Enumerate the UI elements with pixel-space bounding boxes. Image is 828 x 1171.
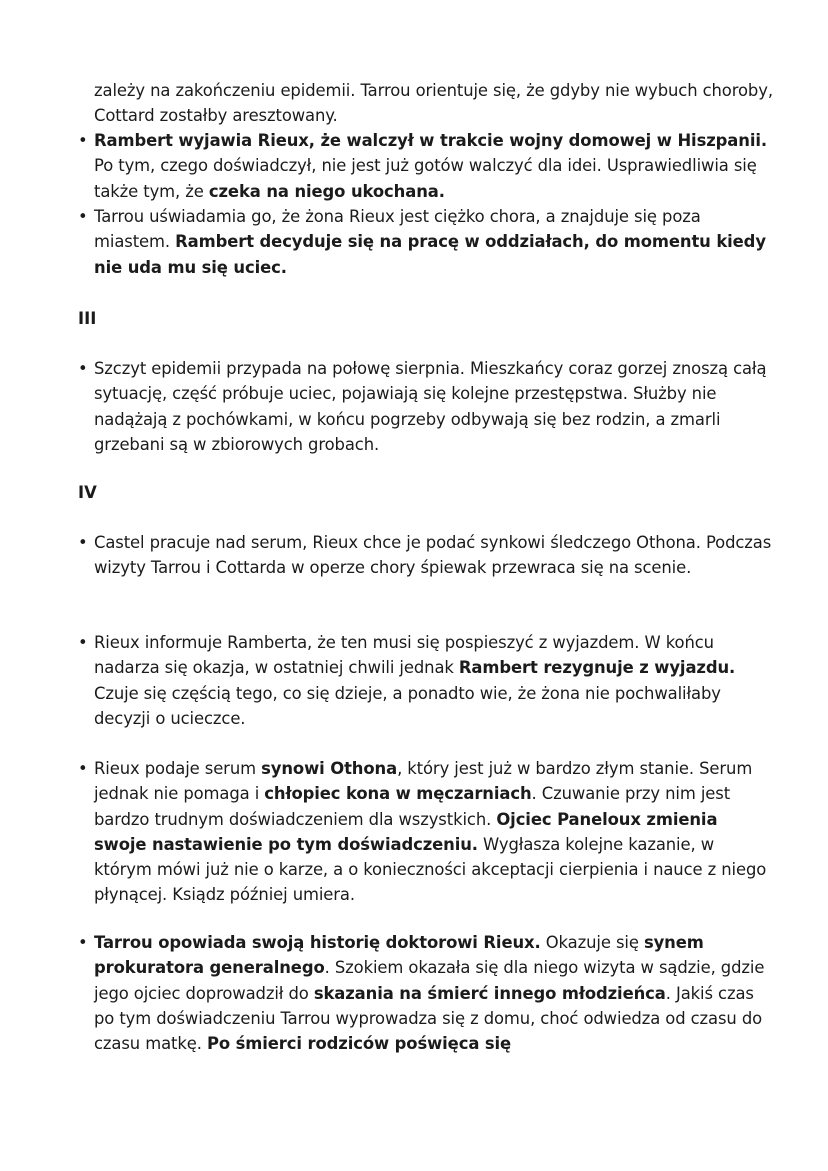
bold-text: Tarrou opowiada swoją historię doktorowi Rieux.: [94, 933, 541, 952]
item-text: Castel pracuje nad serum, Rieux chce je podać synkowi śledczego Othona. Podczas wizyty Tarrou i Cottarda w operze chory śpiewak przewraca się na scenie.: [94, 533, 772, 578]
item-text: . Szokiem okazała się dla niego wizyta w sądzie, gdzie jego ojciec doprowadził do: [94, 958, 765, 1003]
section-heading-iv: IV: [78, 483, 97, 502]
list-item: [78, 756, 774, 908]
item-text: . Jakiś czas po tym doświadczeniu Tarrou wyprowadza się z domu, choć odwiedza od czasu do czasu matkę.: [94, 983, 763, 1054]
list-item: [78, 530, 774, 581]
bold-text: synem prokuratora generalnego: [94, 933, 704, 978]
item-text: Po tym, czego doświadczył, nie jest już gotów walczyć dla idei. Usprawiedliwia się także tym, że: [94, 156, 757, 201]
list-item: [78, 128, 774, 204]
bullet-icon: •: [78, 359, 88, 378]
list-item: [78, 630, 774, 731]
continuation-paragraph: zależy na zakończeniu epidemii. Tarrou orientuje się, że gdyby nie wybuch choroby, Cottard zostałby aresztowany.: [94, 81, 773, 126]
bullet-icon: •: [78, 633, 88, 652]
item-text: Czuje się częścią tego, co się dzieje, a ponadto wie, że żona nie pochwaliłaby decyzji o ucieczce.: [94, 683, 721, 728]
item-text: Rieux informuje Ramberta, że ten musi się pospieszyć z wyjazdem. W końcu nadarza się okazja, w ostatniej chwili jednak: [94, 633, 714, 678]
bold-text: Rambert wyjawia Rieux, że walczył w trakcie wojny domowej w Hiszpanii.: [94, 131, 767, 150]
item-text: Wygłasza kolejne kazanie, w którym mówi już nie o karze, a o konieczności akceptacji cierpienia i nauce z niego płynącej. Ksiądz później umiera.: [94, 834, 767, 905]
item-text: Szczyt epidemii przypada na połowę sierpnia. Mieszkańcy coraz gorzej znoszą całą sytuację, część próbuje uciec, pojawiają się kolejne przestępstwa. Służby nie nadążają z pochówkami, w końcu pogrzeby odbywają się bez rodzin, a zmarli grzebani są w zbiorowych grobach.: [94, 359, 767, 454]
list-item: [78, 930, 774, 1056]
bullet-icon: •: [78, 533, 88, 552]
list-item: [78, 204, 774, 280]
bold-text: Po śmierci rodziców poświęca się: [206, 1034, 512, 1054]
bold-text: skazania na śmierć innego młodzieńca: [313, 983, 666, 1003]
item-text: . Czuwanie przy nim jest bardzo trudnym doświadczeniem dla wszystkich.: [94, 784, 731, 829]
item-text: Okazuje się: [540, 933, 644, 952]
bold-text: czeka na niego ukochana.: [208, 181, 445, 201]
bullet-icon: •: [78, 207, 88, 226]
item-text: Rieux podaje serum: [94, 759, 262, 778]
bold-text: synowi Othona: [261, 759, 398, 778]
bullet-icon: •: [78, 933, 88, 952]
item-text: , który jest już w bardzo złym stanie. Serum jednak nie pomaga i: [94, 759, 753, 804]
bold-text: Rambert rezygnuje z wyjazdu.: [458, 658, 736, 678]
bold-text: chłopiec kona w męczarniach: [264, 784, 532, 804]
section-heading-iii: III: [78, 309, 97, 328]
bullet-icon: •: [78, 131, 88, 150]
item-text: Tarrou uświadamia go, że żona Rieux jest ciężko chora, a znajduje się poza miastem.: [94, 207, 701, 252]
bold-text: Rambert decyduje się na pracę w oddziałach, do momentu kiedy nie uda mu się uciec.: [94, 232, 766, 277]
list-item: [78, 356, 774, 457]
bold-text: Ojciec Paneloux zmienia swoje nastawienie po tym doświadczeniu.: [94, 809, 718, 854]
bullet-icon: •: [78, 759, 88, 778]
